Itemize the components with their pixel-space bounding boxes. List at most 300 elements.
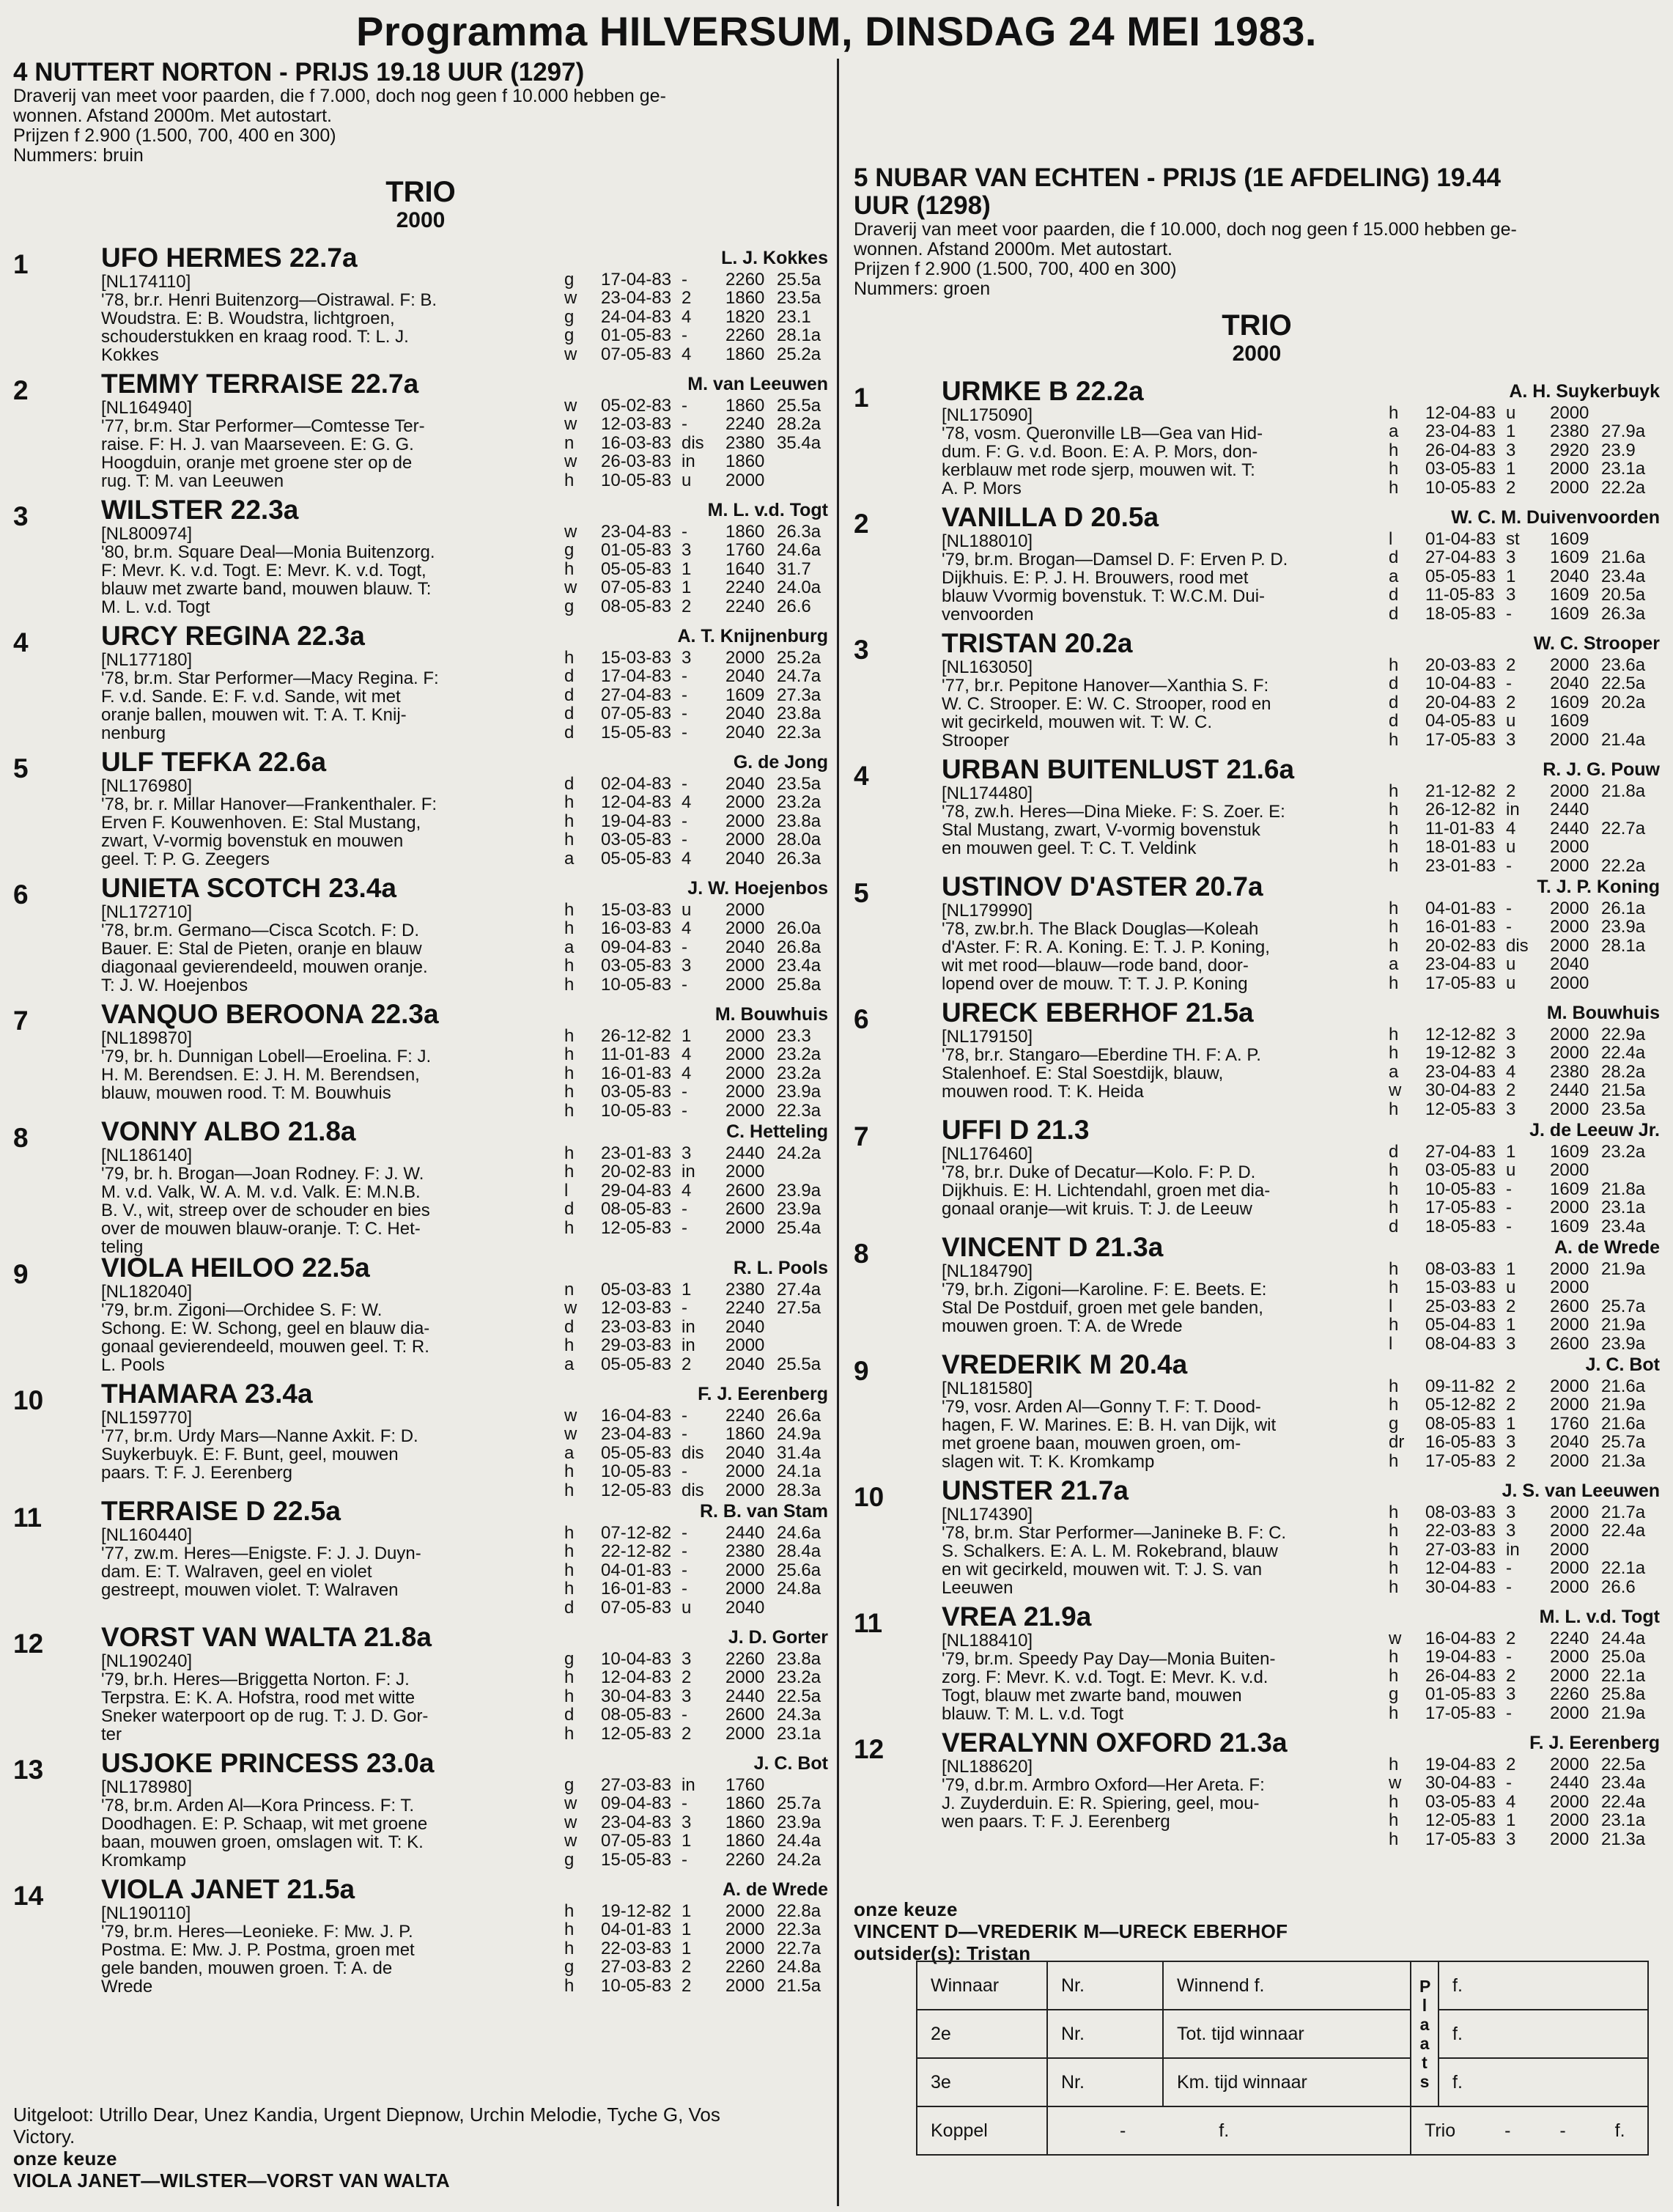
run-distance: 2000 bbox=[725, 1026, 765, 1046]
track-code: w bbox=[564, 578, 577, 598]
horse-info-line: '79, br. h. Brogan—Joan Rodney. F: J. W. bbox=[101, 1164, 424, 1184]
bet-type-heading: TRIO bbox=[1222, 309, 1292, 342]
run-row bbox=[564, 1706, 828, 1724]
horse-info-line: [NL175090] bbox=[942, 405, 1033, 425]
run-distance: 2000 bbox=[1550, 1043, 1589, 1063]
track-code: h bbox=[564, 830, 575, 850]
track-code: w bbox=[564, 1812, 577, 1832]
entry-number: 4 bbox=[13, 627, 29, 657]
run-distance: 2260 bbox=[1550, 1684, 1589, 1705]
horse-info-line: gonaal oranje—wit kruis. T: J. de Leeuw bbox=[942, 1199, 1252, 1219]
run-distance: 1860 bbox=[725, 1812, 765, 1832]
run-time: 23.9a bbox=[777, 1812, 821, 1832]
run-time: 25.7a bbox=[777, 1793, 821, 1814]
run-time: 26.3a bbox=[777, 848, 821, 869]
run-row bbox=[564, 901, 828, 919]
run-row bbox=[564, 415, 828, 433]
run-row bbox=[564, 723, 828, 742]
horse-info-line: [NL178980] bbox=[101, 1777, 193, 1797]
horse-info-line: kerblauw met rode sjerp, mouwen wit. T: bbox=[942, 460, 1255, 480]
horse-entry bbox=[13, 1875, 828, 2021]
run-date: 23-01-83 bbox=[601, 1143, 672, 1163]
run-date: 22-03-83 bbox=[601, 1938, 672, 1958]
run-time bbox=[1601, 955, 1652, 973]
placing: 3 bbox=[682, 1686, 692, 1706]
run-distance: 2000 bbox=[1550, 655, 1589, 675]
horse-info-line: '79, br.m. Heres—Leonieke. F: Mw. J. P. bbox=[101, 1922, 413, 1942]
placing: 2 bbox=[1506, 1376, 1516, 1396]
run-distance: 2000 bbox=[1550, 781, 1589, 801]
place-cell: Winnaar bbox=[917, 1961, 1047, 2010]
run-distance: 2440 bbox=[1550, 800, 1589, 820]
placing: u bbox=[682, 900, 692, 920]
run-distance: 1609 bbox=[1550, 711, 1589, 731]
run-date: 12-05-83 bbox=[601, 1723, 672, 1744]
run-row bbox=[564, 667, 828, 685]
run-time: 23.8a bbox=[777, 811, 821, 831]
run-time: 22.5a bbox=[1601, 1755, 1646, 1774]
placing: 1 bbox=[1506, 1413, 1516, 1434]
koppel-value bbox=[1047, 2106, 1411, 2155]
run-row bbox=[1389, 1793, 1660, 1811]
horse-info-line: [NL188010] bbox=[942, 531, 1033, 551]
track-code: h bbox=[1389, 1810, 1399, 1831]
run-date: 12-04-83 bbox=[1425, 403, 1496, 423]
recent-runs bbox=[564, 1902, 828, 1995]
run-distance: 1860 bbox=[725, 451, 765, 472]
horse-info-line: en wit gecirkeld, mouwen wit. T: J. S. van bbox=[942, 1560, 1263, 1579]
trainer-name: G. de Jong bbox=[733, 752, 828, 773]
placing: - bbox=[1506, 1773, 1512, 1793]
run-distance: 1860 bbox=[725, 1424, 765, 1445]
track-code: h bbox=[1389, 1179, 1399, 1199]
horse-name: VIOLA JANET 21.5a bbox=[101, 1874, 355, 1904]
placing: 3 bbox=[1506, 548, 1516, 568]
entry-list bbox=[13, 243, 828, 2021]
run-row bbox=[564, 1064, 828, 1083]
run-distance: 1760 bbox=[725, 540, 765, 561]
trainer-name: F. J. Eerenberg bbox=[1529, 1733, 1660, 1753]
run-row bbox=[564, 1813, 828, 1832]
run-row bbox=[564, 1561, 828, 1579]
nr-cell: Nr. bbox=[1047, 2010, 1163, 2058]
placing: - bbox=[682, 722, 687, 742]
horse-info-line: zwart, V-vormig bovenstuk en mouwen bbox=[101, 831, 404, 851]
horse-info-line: baan, mouwen groen, omslagen wit. T: K. bbox=[101, 1832, 424, 1852]
track-code: h bbox=[1389, 1791, 1399, 1812]
track-code: h bbox=[1389, 1395, 1399, 1415]
horse-info-line: blauw, mouwen rood. T: M. Bouwhuis bbox=[101, 1083, 391, 1103]
run-date: 17-04-83 bbox=[601, 270, 672, 290]
run-time bbox=[777, 1599, 828, 1617]
run-time: 23.8a bbox=[777, 1649, 821, 1669]
run-row bbox=[1389, 1578, 1660, 1596]
run-date: 04-05-83 bbox=[1425, 711, 1496, 731]
placing: 4 bbox=[1506, 818, 1516, 838]
horse-info-line: en mouwen geel. T: C. T. Veldink bbox=[942, 838, 1197, 858]
run-date: 15-03-83 bbox=[601, 900, 672, 920]
race-desc-line: Nummers: bruin bbox=[13, 145, 144, 166]
run-date: 10-05-83 bbox=[601, 470, 672, 490]
track-code: h bbox=[564, 811, 575, 831]
horse-info-line: S. Schalkers. E: A. L. M. Rokebrand, blauw bbox=[942, 1541, 1278, 1561]
track-code: h bbox=[1389, 899, 1399, 918]
placing: 1 bbox=[682, 1920, 692, 1940]
horse-info-line: d'Aster. F: R. A. Koning. E: T. J. P. Koning, bbox=[942, 937, 1270, 957]
track-code: h bbox=[1389, 781, 1399, 801]
run-distance: 2000 bbox=[725, 1579, 765, 1599]
run-distance: 2600 bbox=[725, 1705, 765, 1725]
run-distance: 1609 bbox=[1550, 1142, 1589, 1162]
track-code: h bbox=[564, 1723, 575, 1744]
run-row bbox=[1389, 955, 1660, 973]
run-time: 28.1a bbox=[1601, 935, 1646, 956]
run-row bbox=[564, 1425, 828, 1443]
run-date: 02-04-83 bbox=[601, 774, 672, 794]
run-time bbox=[1601, 838, 1652, 856]
track-code: h bbox=[564, 1044, 575, 1065]
run-time bbox=[777, 1336, 828, 1354]
run-distance: 2000 bbox=[1550, 1791, 1589, 1812]
placing: - bbox=[1506, 917, 1512, 937]
run-time bbox=[777, 1776, 828, 1794]
run-date: 07-05-83 bbox=[601, 704, 672, 724]
horse-info-line: [NL164940] bbox=[101, 398, 193, 418]
pick-label: onze keuze bbox=[13, 2148, 117, 2169]
horse-info-line: '78, br.m. Star Performer—Janineke B. F: C. bbox=[942, 1523, 1287, 1543]
track-code: h bbox=[564, 1523, 575, 1543]
run-distance: 2000 bbox=[725, 1920, 765, 1940]
horse-name: VINCENT D 21.3a bbox=[942, 1232, 1164, 1262]
run-row bbox=[1389, 1685, 1660, 1703]
run-row bbox=[564, 1650, 828, 1668]
trainer-name: J. S. van Leeuwen bbox=[1502, 1481, 1660, 1501]
horse-entry bbox=[13, 622, 828, 748]
run-row bbox=[564, 1668, 828, 1686]
run-time: 21.9a bbox=[1601, 1259, 1646, 1279]
run-distance: 2260 bbox=[725, 1649, 765, 1669]
run-distance: 2000 bbox=[725, 1162, 765, 1182]
horse-info-line: Suykerbuyk. E: F. Bunt, geel, mouwen bbox=[101, 1445, 399, 1464]
run-time: 20.2a bbox=[1601, 692, 1646, 712]
run-date: 29-04-83 bbox=[601, 1180, 672, 1201]
horse-info-line: Postma. E: Mw. J. P. Postma, groen met bbox=[101, 1940, 415, 1960]
placing: 2 bbox=[682, 1667, 692, 1688]
track-code: w bbox=[1389, 1629, 1402, 1648]
run-time: 21.9a bbox=[1601, 1395, 1646, 1415]
placing: 4 bbox=[682, 1180, 692, 1201]
track-code: g bbox=[564, 325, 575, 346]
placing: - bbox=[682, 1100, 687, 1121]
placing: 3 bbox=[1506, 1521, 1516, 1541]
run-date: 15-03-83 bbox=[1425, 1278, 1496, 1298]
run-time bbox=[1601, 1161, 1652, 1179]
run-time: 22.2a bbox=[1601, 855, 1646, 876]
run-date: 23-04-83 bbox=[601, 522, 672, 542]
recent-runs bbox=[564, 1776, 828, 1869]
run-date: 17-05-83 bbox=[1425, 973, 1496, 993]
track-code: w bbox=[564, 1406, 577, 1426]
run-distance: 2000 bbox=[725, 918, 765, 939]
label-cell: Winnend f. bbox=[1163, 1961, 1411, 2010]
horse-info-line: nenburg bbox=[101, 723, 166, 743]
run-time: 22.7a bbox=[1601, 818, 1646, 838]
track-code: dr bbox=[1389, 1432, 1405, 1453]
run-row bbox=[1389, 1559, 1660, 1577]
track-code: w bbox=[564, 451, 577, 472]
horse-entry bbox=[854, 377, 1660, 503]
entry-body bbox=[101, 622, 563, 742]
run-distance: 1609 bbox=[1550, 548, 1589, 568]
horse-info-line: [NL174390] bbox=[942, 1505, 1033, 1525]
placing: - bbox=[1506, 855, 1512, 876]
entry-body bbox=[101, 1379, 563, 1482]
run-row bbox=[564, 452, 828, 471]
horse-name: UNIETA SCOTCH 23.4a bbox=[101, 873, 396, 903]
run-distance: 2240 bbox=[725, 578, 765, 598]
track-code: l bbox=[564, 1180, 569, 1201]
race-footer bbox=[854, 1898, 1660, 1964]
placing: - bbox=[682, 1298, 687, 1319]
placing: 4 bbox=[1506, 1791, 1516, 1812]
placing: in bbox=[682, 1316, 695, 1337]
placing: 3 bbox=[1506, 585, 1516, 605]
run-time bbox=[777, 471, 828, 490]
horse-name: URECK EBERHOF 21.5a bbox=[942, 998, 1254, 1028]
trainer-name: J. C. Bot bbox=[1585, 1354, 1660, 1375]
run-date: 19-04-83 bbox=[1425, 1647, 1496, 1667]
run-distance: 2040 bbox=[725, 848, 765, 869]
track-code: d bbox=[564, 1316, 575, 1337]
run-time: 25.7a bbox=[1601, 1432, 1646, 1453]
run-row bbox=[1389, 937, 1660, 955]
run-distance: 2000 bbox=[1550, 917, 1589, 937]
recent-runs bbox=[1389, 899, 1660, 992]
run-row bbox=[1389, 1377, 1660, 1396]
run-time bbox=[1601, 1541, 1652, 1559]
run-row bbox=[1389, 1830, 1660, 1848]
run-date: 01-05-83 bbox=[1425, 1684, 1496, 1705]
recent-runs bbox=[1389, 1260, 1660, 1353]
horse-name: VREA 21.9a bbox=[942, 1601, 1092, 1632]
placing: 2 bbox=[1506, 1296, 1516, 1316]
entry-number: 7 bbox=[13, 1006, 29, 1036]
run-date: 09-11-82 bbox=[1425, 1376, 1495, 1396]
run-distance: 2040 bbox=[1550, 566, 1589, 586]
run-time: 23.2a bbox=[1601, 1142, 1646, 1162]
run-date: 05-05-83 bbox=[601, 558, 672, 579]
horse-info-line: A. P. Mors bbox=[942, 479, 1022, 498]
track-code: h bbox=[564, 1901, 575, 1921]
entry-body bbox=[101, 1497, 563, 1599]
track-code: a bbox=[1389, 954, 1399, 975]
run-row bbox=[1389, 479, 1660, 497]
entry-body bbox=[101, 1623, 563, 1744]
trainer-name: A. H. Suykerbuyk bbox=[1509, 381, 1660, 402]
recent-runs bbox=[564, 649, 828, 742]
run-distance: 2000 bbox=[725, 811, 765, 831]
run-row bbox=[1389, 1161, 1660, 1179]
run-time: 25.7a bbox=[1601, 1296, 1646, 1316]
track-code: h bbox=[564, 974, 575, 995]
placing: - bbox=[682, 1541, 687, 1562]
run-time: 23.3 bbox=[777, 1026, 811, 1046]
track-code: d bbox=[564, 774, 575, 794]
horse-info-line: [NL176460] bbox=[942, 1144, 1033, 1164]
track-code: h bbox=[564, 1975, 575, 1996]
run-row bbox=[1389, 656, 1660, 674]
run-distance: 2000 bbox=[1550, 1521, 1589, 1541]
run-time: 21.3a bbox=[1601, 1829, 1646, 1849]
run-distance: 2040 bbox=[1550, 1432, 1589, 1453]
run-distance: 2000 bbox=[725, 648, 765, 668]
placing: 3 bbox=[1506, 1025, 1516, 1044]
run-date: 10-04-83 bbox=[1425, 674, 1496, 694]
run-row bbox=[564, 1920, 828, 1939]
track-code: h bbox=[1389, 459, 1399, 479]
entry-body bbox=[101, 1875, 563, 1996]
entry-body bbox=[942, 1233, 1381, 1335]
run-date: 17-05-83 bbox=[1425, 1450, 1496, 1471]
horse-info-line: [NL172710] bbox=[101, 902, 193, 922]
run-date: 27-04-83 bbox=[1425, 1142, 1496, 1162]
track-code: h bbox=[564, 1461, 575, 1482]
run-time: 21.7a bbox=[1601, 1503, 1646, 1522]
placing: 3 bbox=[1506, 1099, 1516, 1119]
run-time: 28.4a bbox=[777, 1541, 821, 1562]
horse-name: USJOKE PRINCESS 23.0a bbox=[101, 1748, 435, 1778]
placing: 4 bbox=[682, 848, 692, 869]
nr-cell: Nr. bbox=[1047, 2058, 1163, 2106]
track-code: d bbox=[564, 1705, 575, 1725]
run-row bbox=[564, 1977, 828, 1995]
horse-info-line: gestreept, mouwen violet. T: Walraven bbox=[101, 1580, 399, 1600]
run-date: 11-01-83 bbox=[601, 1044, 671, 1065]
horse-info-line: schouderstukken en kraag rood. T: L. J. bbox=[101, 327, 409, 347]
run-row bbox=[564, 849, 828, 868]
run-distance: 2000 bbox=[725, 1217, 765, 1238]
run-date: 20-04-83 bbox=[1425, 692, 1496, 712]
run-time: 23.2a bbox=[777, 1667, 821, 1688]
placing: u bbox=[1506, 1160, 1516, 1181]
run-distance: 1609 bbox=[1550, 1216, 1589, 1236]
run-row bbox=[564, 1599, 828, 1617]
track-code: h bbox=[564, 792, 575, 813]
dash: - bbox=[1120, 2120, 1126, 2141]
trainer-name: L. J. Kokkes bbox=[721, 248, 828, 268]
run-time: 24.1a bbox=[777, 1461, 821, 1482]
track-code: a bbox=[564, 1442, 575, 1463]
run-distance: 1609 bbox=[1550, 603, 1589, 624]
horse-entry bbox=[13, 999, 828, 1121]
run-row bbox=[564, 1542, 828, 1560]
placing: 1 bbox=[682, 1831, 692, 1851]
run-time: 26.3a bbox=[777, 522, 821, 542]
track-code: h bbox=[564, 1026, 575, 1046]
placing: 2 bbox=[1506, 1755, 1516, 1774]
race-title: 4 NUTTERT NORTON - PRIJS 19.18 UUR (1297) bbox=[13, 58, 585, 86]
run-row bbox=[564, 1462, 828, 1481]
horse-info-line: dam. E: T. Walraven, geel en violet bbox=[101, 1562, 372, 1582]
run-distance: 1860 bbox=[725, 288, 765, 309]
run-row bbox=[564, 1336, 828, 1354]
run-row bbox=[1389, 530, 1660, 548]
track-code: h bbox=[1389, 1315, 1399, 1335]
horse-name: VONNY ALBO 21.8a bbox=[101, 1116, 356, 1146]
horse-name: TEMMY TERRAISE 22.7a bbox=[101, 369, 419, 399]
run-distance: 2380 bbox=[1550, 1061, 1589, 1082]
run-distance: 2000 bbox=[1550, 935, 1589, 956]
entry-number: 7 bbox=[854, 1121, 869, 1151]
run-row bbox=[1389, 586, 1660, 604]
run-row bbox=[564, 1083, 828, 1101]
horse-entry bbox=[854, 503, 1660, 629]
horse-info-line: '77, br.m. Star Performer—Comtesse Ter- bbox=[101, 416, 425, 436]
horse-name: UFO HERMES 22.7a bbox=[101, 243, 358, 273]
placing: u bbox=[1506, 1278, 1516, 1298]
recent-runs bbox=[1389, 1377, 1660, 1470]
horse-entry bbox=[854, 754, 1660, 876]
placing: dis bbox=[1506, 935, 1529, 956]
placing: 2 bbox=[682, 596, 692, 616]
horse-info-line: '77, zw.m. Heres—Enigste. F: J. J. Duyn- bbox=[101, 1544, 421, 1563]
run-time: 24.0a bbox=[777, 578, 821, 598]
horse-info-line: '79, br.m. Brogan—Damsel D. F: Erven P. D. bbox=[942, 550, 1288, 569]
placing: 2 bbox=[682, 1354, 692, 1374]
horse-info-line: [NL188620] bbox=[942, 1757, 1033, 1777]
recent-runs bbox=[1389, 404, 1660, 497]
track-code: l bbox=[1389, 1333, 1393, 1354]
track-code: h bbox=[564, 1143, 575, 1163]
horse-info-line: M. v.d. Valk, W. A. M. v.d. Valk. E: M.N.B. bbox=[101, 1182, 421, 1202]
run-time: 25.2a bbox=[777, 648, 821, 668]
placing: 2 bbox=[1506, 1450, 1516, 1471]
horse-info-line: blauw Vvormig bovenstuk. T: W.C.M. Dui- bbox=[942, 586, 1266, 606]
entry-number: 9 bbox=[13, 1259, 29, 1289]
run-time bbox=[1601, 404, 1652, 422]
run-row bbox=[564, 1181, 828, 1200]
run-distance: 2040 bbox=[725, 1316, 765, 1337]
horse-info-line: Leeuwen bbox=[942, 1578, 1013, 1598]
run-distance: 2260 bbox=[725, 270, 765, 290]
run-time: 22.4a bbox=[1601, 1791, 1646, 1812]
run-time bbox=[1601, 1278, 1652, 1297]
run-row bbox=[1389, 731, 1660, 749]
run-date: 03-05-83 bbox=[1425, 1791, 1496, 1812]
run-date: 05-05-83 bbox=[601, 1354, 672, 1374]
run-row bbox=[564, 270, 828, 289]
track-code: h bbox=[1389, 855, 1399, 876]
results-row bbox=[917, 2106, 1648, 2155]
run-date: 20-02-83 bbox=[1425, 935, 1496, 956]
placing: 2 bbox=[1506, 477, 1516, 498]
run-row bbox=[1389, 548, 1660, 567]
placing: - bbox=[682, 1579, 687, 1599]
withdrawn-text: Uitgeloot: Utrillo Dear, Unez Kandia, Urgent Diepnow, Urchin Melodie, Tyche G, Vos bbox=[13, 2104, 720, 2126]
horse-name: THAMARA 23.4a bbox=[101, 1379, 313, 1409]
run-time bbox=[1601, 712, 1652, 730]
horse-info-line: [NL163050] bbox=[942, 657, 1033, 677]
run-date: 23-04-83 bbox=[1425, 1061, 1496, 1082]
placing: 2 bbox=[1506, 781, 1516, 801]
run-row bbox=[1389, 899, 1660, 918]
recent-runs bbox=[564, 1144, 828, 1237]
run-time: 26.6 bbox=[1601, 1577, 1636, 1597]
track-code: h bbox=[1389, 1160, 1399, 1181]
run-date: 23-03-83 bbox=[601, 1316, 672, 1337]
track-code: a bbox=[564, 848, 575, 869]
run-distance: 2000 bbox=[725, 974, 765, 995]
